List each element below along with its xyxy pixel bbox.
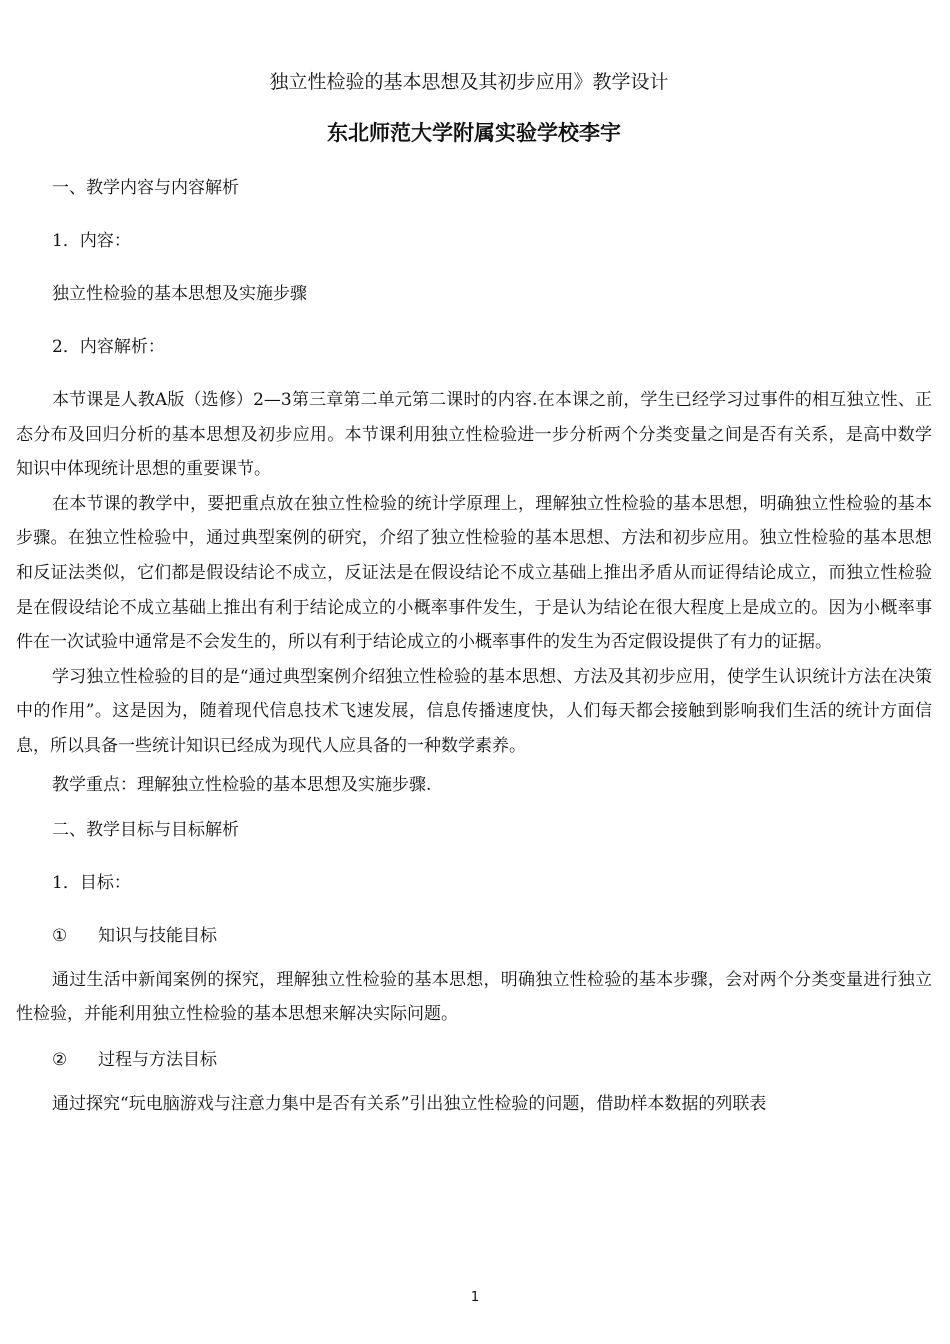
analysis-paragraph-2: 在本节课的教学中，要把重点放在独立性检验的统计学原理上，理解独立性检验的基本思想，明确独立性检验的基本步骤。在独立性检验中，通过典型案例的研究，介绍了独立性检验的基本思想、方法和初步应用。独立性检验的基本思想和反证法类似，它们都是假设结论不成立，反证法是在假设结论不成立基础上推出矛盾从而证得结论成立，而独立性检验是在假设结论不成立基础上推出有利于结论成立的小概率事件发生，于是认为结论在很大程度上是成立的。因为小概率事件在一次试验中通常是不会发生的，所以有利于结论成立的小概率事件的发生为否定假设提供了有力的证据。 — [16, 493, 932, 653]
document-body — [16, 62, 932, 1121]
section2-heading: 二、教学目标与目标解析 — [52, 819, 239, 840]
section1-item1-text: 独立性检验的基本思想及实施步骤 — [52, 284, 307, 304]
goal1-heading — [16, 910, 932, 963]
teaching-focus: 教学重点：理解独立性检验的基本思想及实施步骤. — [52, 774, 432, 795]
goal2-text: 通过探究“玩电脑游戏与注意力集中是否有关系”引出独立性检验的问题，借助样本数据的列联表 — [52, 1093, 767, 1114]
goal1-marker: ① — [52, 925, 68, 946]
document-title: 独立性检验的基本思想及其初步应用》教学设计 — [269, 71, 669, 93]
analysis-paragraph-3: 学习独立性检验的目的是“通过典型案例介绍独立性检验的基本思想、方法及其初步应用，使学生认识统计方法在决策中的作用”。这是因为，随着现代信息技术飞速发展，信息传播速度快，人们每天都会接触到影响我们生活的统计方面信息，所以具备一些统计知识已经成为现代人应具备的一种数学素养。 — [16, 666, 932, 756]
section1-item2-label: 2．内容解析： — [52, 337, 165, 357]
page-number: 1 — [470, 1290, 480, 1305]
goal2-marker: ② — [52, 1049, 68, 1070]
goal1-text: 通过生活中新闻案例的探究，理解独立性检验的基本思想，明确独立性检验的基本步骤，会对两个分类变量进行独立性检验，并能利用独立性检验的基本思想来解决实际问题。 — [16, 969, 932, 1025]
author-line: 东北师范大学附属实验学校李宇 — [327, 121, 621, 145]
section2-item1-label: 1．目标： — [52, 872, 131, 893]
analysis-paragraph-1: 本节课是人教A版（选修）2—3第三章第二单元第二课时的内容.在本课之前，学生已经学习过事件的相互独立性、正态分布及回归分析的基本思想及初步应用。本节课利用独立性检验进一步分析两个分类变量之间是否有关系，是高中数学知识中体现统计思想的重要课节。 — [16, 390, 932, 480]
goal1-title: 知识与技能目标 — [98, 925, 217, 946]
section1-heading: 一、教学内容与内容解析 — [52, 178, 239, 198]
goal2-heading — [16, 1034, 932, 1087]
section1-item1-label: 1．内容： — [52, 231, 131, 251]
goal2-title: 过程与方法目标 — [98, 1049, 217, 1070]
